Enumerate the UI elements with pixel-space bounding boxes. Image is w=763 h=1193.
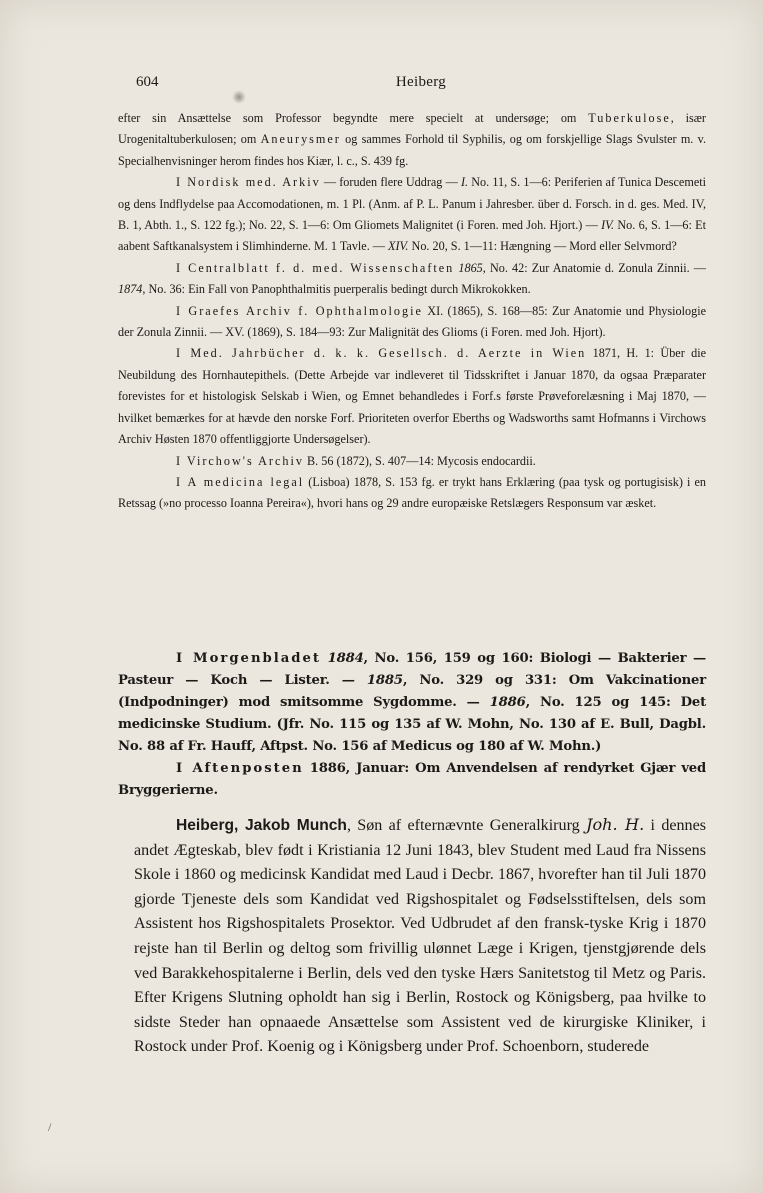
paragraph-virchow: I Virchow's Archiv B. 56 (1872), S. 407—14: Mycosis endocardii. [176,453,536,468]
running-head: Heiberg [395,74,447,90]
newspaper-block [118,648,706,802]
biography-entry [134,813,706,1060]
ink-smudge [232,90,246,104]
cross-reference: Joh. H. [586,815,645,834]
entry-paragraph: Heiberg, Jakob Munch, Søn af efternævnte Generalkirurg Joh. H. i dennes andet Ægteskab, blev født i Kristiania 12 Juni 1843, blev Student med Laud fra Nissens Skole i 1860 og medicinsk Kandidat med Laud i Decbr. 1867, hvorefter han til Juli 1870 gjorde Tjeneste dels som Kandidat ved Rigshospitalet og Fødselsstiftelsen, dels som Assistent hos Rigshospitalets Prosektor. Ved Udbrudet af den fransk-tyske Krig i 1870 rejste han til Berlin og deltog som frivillig ulønnet Læge i Krigen, tjenstgjørende dels ved Barakkehospitalerne i Berlin, dels ved den tyske Hærs Sanitetstog til Metz og Paris. Efter Krigens Slutning opholdt han sig i Berlin, Rostock og Königsberg, paa hvilke to sidste Steder han opnaaede Ansættelse som Assistent ved de kirurgiske Kliniker, i Rostock under Prof. Koenig og i Königsberg under Prof. Schoenborn, studerede [134,815,707,1056]
paragraph-centralblatt: I Centralblatt f. d. med. Wissenschaften 1865, No. 42: Zur Anatomie d. Zonula Zinnii. — 1874, No. 36: Ein Fall von Panophthalmitis puerperalis bedingt durch Mikrokokken. [118,260,706,297]
bibliography-block [118,108,706,515]
page-number: 604 [136,74,159,90]
paragraph-morgenbladet: I Morgenbladet 1884, No. 156, 159 og 160: Biologi — Bakterier — Pasteur — Koch — Lister. — 1885, No. 329 og 331: Om Vakcinationer (Indpodninger) mod smitsomme Sygdomme. — 1886, No. 125 og 145: Det medicinske Studium. (Jfr. No. 115 og 135 af W. Mohn, No. 130 af E. Bull, Dagbl. No. 88 af Fr. Hauff, Aftpst. No. 156 af Medicus og 180 af W. Mohn.) [118,651,706,754]
paragraph-graefes: I Graefes Archiv f. Ophthalmologie XI. (1865), S. 168—85: Zur Anatomie und Physiologie der Zonula Zinnii. — XV. (1869), S. 184—93: Zur Malignität des Glioms (i Foren. med Joh. Hjort). [118,303,706,340]
paragraph-nordisk-arkiv: I Nordisk med. Arkiv — foruden flere Uddrag — I. No. 11, S. 1—6: Periferien af Tunica Descemeti og dens Indflydelse paa Accomodationen, m. 1 Pl. (Anm. af P. L. Panum i Jahresber. über d. Forsch. in d. ges. Med. IV, B. 1, Abth. 1., S. 122 fg.); No. 22, S. 1—6: Om Gliomets Malignitet (i Foren. med Joh. Hjort.) — IV. No. 6, S. 1—6: Et aabent Saftkanalsystem i Slimhinderne. M. 1 Tavle. — XIV. No. 20, S. 1—11: Hængning — Mord eller Selvmord? [118,175,706,254]
paragraph-medicina-legal: I A medicina legal (Lisboa) 1878, S. 153 fg. er trykt hans Erklæring (paa tysk og portugisisk) i en Retssag (»no processo Ioanna Pereira«), hvori hans og 29 andre europæiske Retslægers Responsum var æsket. [118,474,706,511]
paragraph-aftenposten: I Aftenposten 1886, Januar: Om Anvendelsen af rendyrket Gjær ved Bryggerierne. [118,761,706,798]
paragraph-continuation: efter sin Ansættelse som Professor begyndte mere specielt at undersøge; om Tuberkulose, især Urogenitaltuberkulosen; om Aneurysmer og sammes Forhold til Syphilis, og om forskjellige Slags Svulster m. v. Specialhenvisninger herom findes hos Kiær, l. c., S. 439 fg. [118,111,706,168]
page-header [136,74,706,94]
entry-name: Heiberg, Jakob Munch [176,817,347,834]
margin-mark: / [48,1120,52,1134]
paragraph-med-jahrbuecher: I Med. Jahrbücher d. k. k. Gesellsch. d. Aerzte in Wien 1871, H. 1: Über die Neubildung des Hornhautepithels. (Dette Arbejde var indleveret til Tidsskriftet i Januar 1870, da ogsaa Præparater forevistes for et histologisk Selskab i Wien, og Emnet behandledes i Forf.s første Prøveforelæsning i Maj 1870, — hvilket bemærkes for at hævde den norske Forf. Prioriteten overfor Eberths og Wadsworths samt Hofmanns i Virchows Archiv Høsten 1870 offentliggjorte Undersøgelser). [118,346,706,447]
